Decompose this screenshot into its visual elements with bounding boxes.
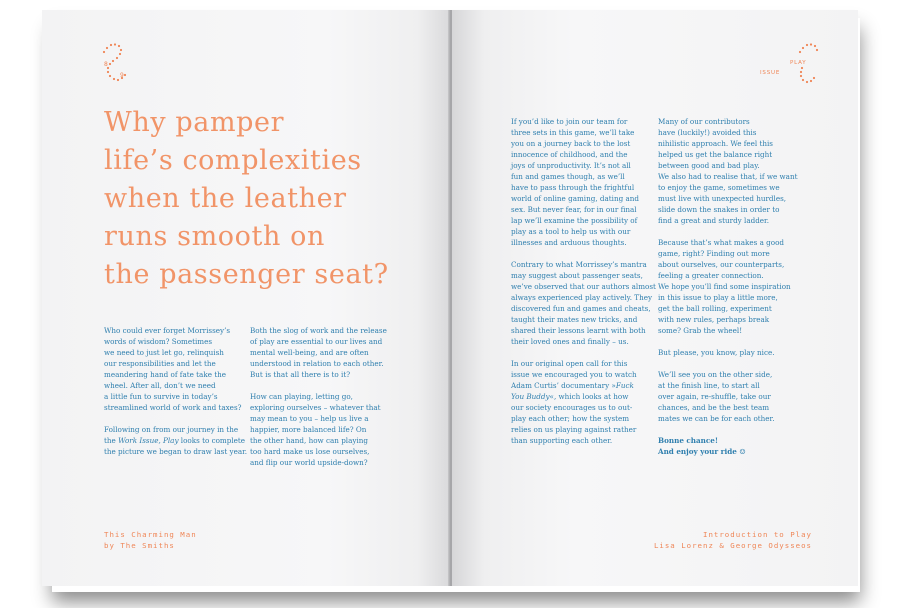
song-artist: by The Smiths [104, 541, 175, 550]
sign-off: Bonne chance! And enjoy your ride ☺ [658, 436, 746, 456]
article-credit [654, 529, 812, 551]
paragraph: But please, you know, play nice. [658, 348, 775, 357]
paragraph [511, 358, 661, 446]
paragraph: Because that’s what makes a good game, right? Finding out more about ourselves, our counterparts, feeling a greater connection. We hope you’ll find some inspiration in this issue to play a little more, get the ball rolling, experiment with new rules, perhaps break some? Grab the wheel! [658, 238, 791, 335]
paragraph: Contrary to what Morrissey’s mantra may suggest about passenger seats, we’ve observed that our authors almost always experienced play actively. They discovered fun and games and cheats, taught their mates new tricks, and shared their lessons learnt with both their loved ones and finally – us. [511, 260, 656, 346]
page-number-right: 9 [120, 72, 124, 79]
paragraph: If you’d like to join our team for three sets in this game, we’ll take you on a journey back to the lost innocence of childhood, and the joys of unproductivity. It’s not all fun and games though, as we’ll have to pass through the frightful world of online gaming, dating and sex. But never fear, for in our final lap we’ll examine the possibility of play as a tool to help us with our illnesses and arduous thoughts. [511, 117, 639, 247]
right-column-1 [511, 116, 661, 457]
headline-line: the passenger seat? [104, 259, 389, 290]
right-page [452, 10, 858, 586]
page-number-left: 8 [104, 61, 108, 68]
issue-title-italic: Work Issue, Play [118, 436, 179, 445]
paragraph-text: looks to complete the picture we began to draw last year. [104, 436, 248, 456]
badge-play: PLAY [790, 60, 807, 66]
paragraph: Who could ever forget Morrissey’s words of wisdom? Sometimes we need to just let go, relinquish our responsibilities and let the meandering hand of fate take the wheel. After all, don’t we need a little fun to survive in today’s streamlined world of work and taxes? [104, 326, 242, 412]
left-column-2 [250, 325, 410, 479]
article-authors: Lisa Lorenz & George Odysseos [653, 541, 812, 550]
right-column-2 [658, 116, 818, 468]
song-title: This Charming Man [104, 530, 197, 539]
headline-line: Why pamper [104, 107, 285, 138]
paragraph [104, 424, 254, 457]
paragraph-text: «, which looks at how our society encourages us to out- play each other; how the system relies on us playing against rather than supporting each other. [511, 392, 637, 445]
paragraph-text: In our original open call for this issue we encouraged you to watch Adam Curtis’ documentary » [511, 359, 637, 390]
paragraph: We’ll see you on the other side, at the finish line, to start all over again, re-shuffle, take our chances, and be the best team mates we can be for each other. [658, 370, 775, 423]
left-page [42, 10, 450, 586]
headline-line: when the leather [104, 183, 347, 214]
headline-line: life’s complexities [104, 145, 362, 176]
paragraph: Many of our contributors have (luckily!) avoided this nihilistic approach. We feel this helped us get the balance right between good and bad play. We also had to realise that, if we want to enjoy the game, sometimes we must live with unexpected hurdles, slide down the snakes in order to find a great and sturdy ladder. [658, 117, 798, 225]
paragraph: Both the slog of work and the release of play are essential to our lives and mental well-being, and are often understood in relation to each other. But is that all there is to it? [250, 326, 387, 379]
article-title: Introduction to Play [703, 530, 812, 539]
song-credit [104, 529, 197, 551]
badge-issue: ISSUE [760, 70, 781, 76]
left-column-1 [104, 325, 254, 468]
paragraph: How can playing, letting go, exploring ourselves – whatever that may mean to you – help us live a happier, more balanced life? On the other hand, how can playing too hard make us lose ourselves, and flip our world upside-down? [250, 392, 381, 467]
paragraph-text: Following on from our journey in the the [104, 425, 239, 445]
documentary-title-italic: Fuck You Buddy [511, 381, 634, 401]
headline [104, 104, 444, 294]
headline-line: runs smooth on [104, 221, 325, 252]
